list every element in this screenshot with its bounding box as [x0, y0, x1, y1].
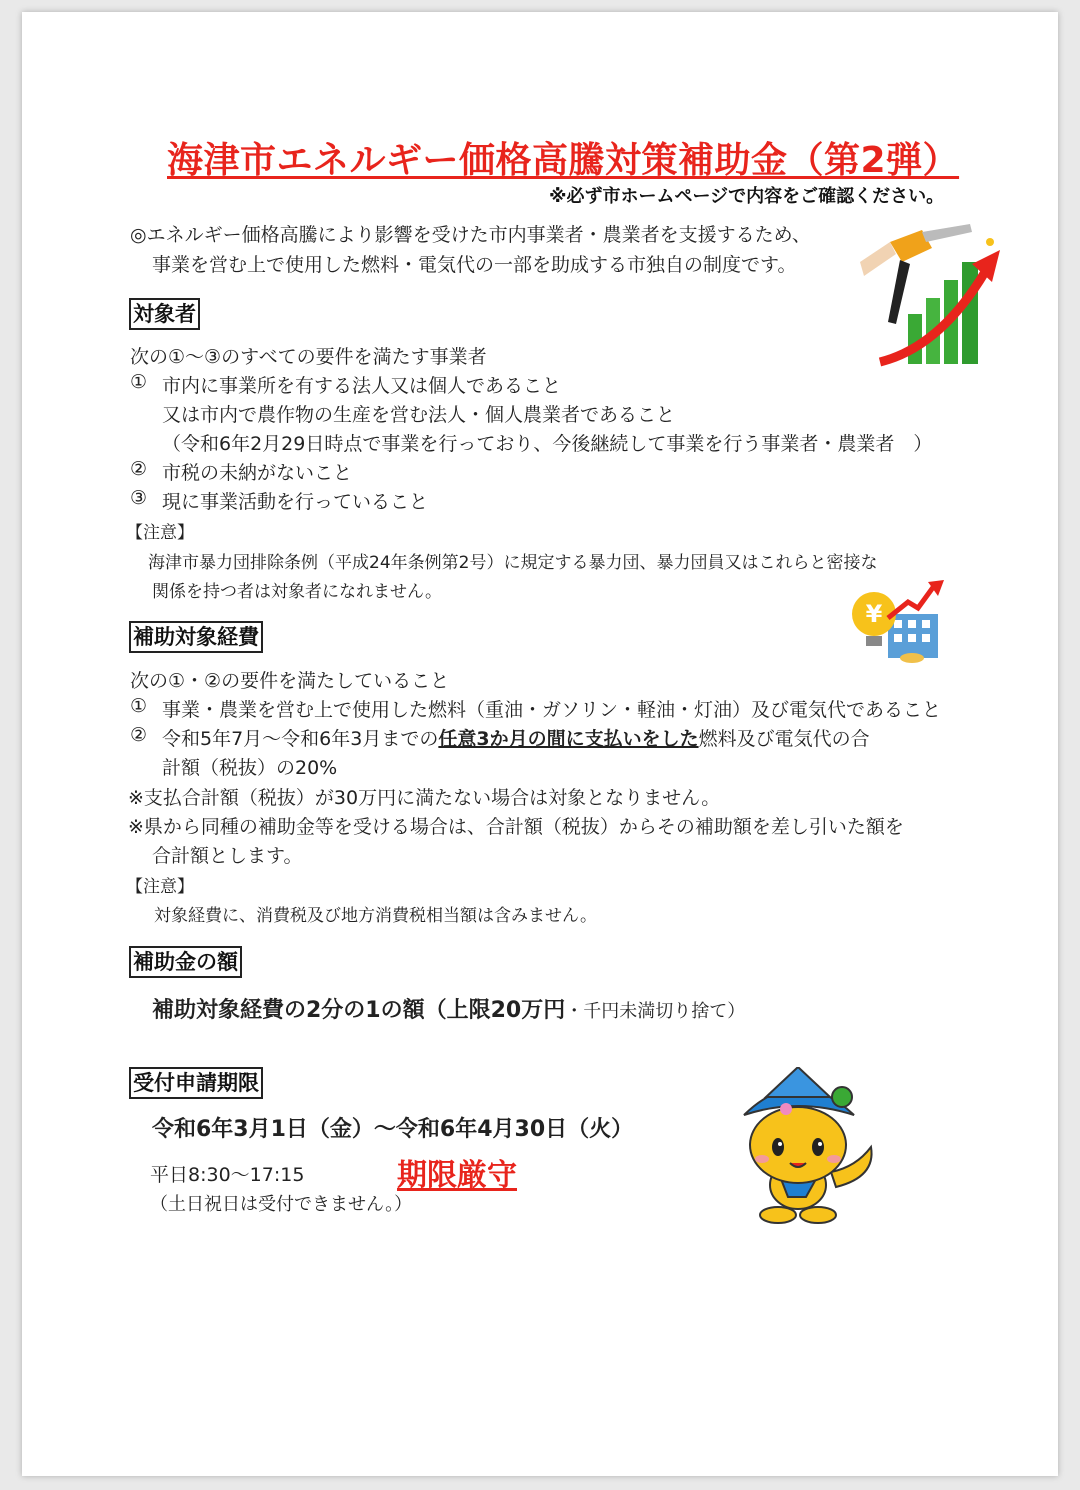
expenses-lead: 次の①・②の要件を満たしていること [130, 670, 450, 692]
target-caution-line-1: 海津市暴力団排除条例（平成24年条例第2号）に規定する暴力団、暴力団員又はこれらと密接な [148, 553, 878, 573]
deadline-closed-days: （土日祝日は受付できません。） [150, 1194, 413, 1215]
expenses-item-1: 事業・農業を営む上で使用した燃料（重油・ガソリン・軽油・灯油）及び電気代であること [162, 699, 942, 721]
amount-main: 補助対象経費の2分の1の額（上限20万円 [152, 998, 566, 1023]
expenses-item-2-line-1 [162, 724, 870, 751]
expenses-heading: 補助対象経費 [129, 621, 263, 653]
expenses-caution-label: 【注意】 [126, 877, 194, 897]
svg-text:¥: ¥ [865, 600, 883, 628]
expenses-item-2-emphasis: 任意3か月の間に支払いをした [438, 728, 699, 750]
target-caution-label: 【注意】 [126, 523, 194, 543]
intro-line-1: ◎エネルギー価格高騰により影響を受けた市内事業者・農業者を支援するため、 [130, 224, 811, 246]
amount-sub: ・千円未満切り捨て） [565, 1001, 746, 1022]
target-item-2: 市税の未納がないこと [162, 462, 353, 484]
intro-line-2: 事業を営む上で使用した燃料・電気代の一部を助成する市独自の制度です。 [152, 254, 797, 276]
target-caution-line-2: 関係を持つ者は対象者になれません。 [152, 582, 443, 602]
page-title: 海津市エネルギー価格高騰対策補助金（第2弾） [167, 140, 960, 181]
amount-text [152, 993, 745, 1024]
deadline-strict: 期限厳守 [397, 1158, 517, 1193]
deadline-period: 令和6年3月1日（金）～令和6年4月30日（火） [152, 1117, 634, 1142]
target-item-1-line-2: 又は市内で農作物の生産を営む法人・個人農業者であること [162, 404, 676, 426]
deadline-heading: 受付申請期限 [129, 1067, 263, 1099]
target-item-1-line-1: 市内に事業所を有する法人又は個人であること [162, 375, 562, 397]
expenses-caution: 対象経費に、消費税及び地方消費税相当額は含みません。 [154, 906, 598, 926]
target-item-2-number: ② [130, 458, 148, 480]
expenses-item-2-line-2: 計額（税抜）の20% [162, 757, 338, 779]
homepage-notice: ※必ず市ホームページで内容をご確認ください。 [549, 186, 945, 207]
expenses-item-2-pre: 令和5年7月～令和6年3月までの [162, 728, 439, 750]
target-item-1-number: ① [130, 371, 148, 393]
expenses-item-2-post: 燃料及び電気代の合 [698, 728, 870, 750]
yen-bulb-illustration [848, 578, 948, 668]
amount-heading: 補助金の額 [129, 946, 242, 978]
deadline-hours: 平日8:30～17:15 [150, 1164, 305, 1186]
target-item-3-number: ③ [130, 487, 148, 509]
target-item-3: 現に事業活動を行っていること [162, 491, 429, 513]
target-item-1-line-3: （令和6年2月29日時点で事業を行っており、今後継続して事業を行う事業者・農業者 ） [162, 433, 933, 455]
fox-mascot-illustration [726, 1067, 886, 1227]
target-lead: 次の①～③のすべての要件を満たす事業者 [130, 346, 487, 368]
fuel-price-rise-illustration [860, 202, 1010, 372]
expenses-note-2-line-2: 合計額とします。 [152, 845, 303, 867]
expenses-note-1: ※支払合計額（税抜）が30万円に満たない場合は対象となりません。 [128, 787, 721, 809]
expenses-note-2-line-1: ※県から同種の補助金等を受ける場合は、合計額（税抜）からその補助額を差し引いた額を [128, 816, 904, 838]
flyer-page [22, 12, 1058, 1476]
expenses-item-2-number: ② [130, 724, 148, 746]
expenses-item-1-number: ① [130, 695, 148, 717]
target-heading: 対象者 [129, 298, 200, 330]
